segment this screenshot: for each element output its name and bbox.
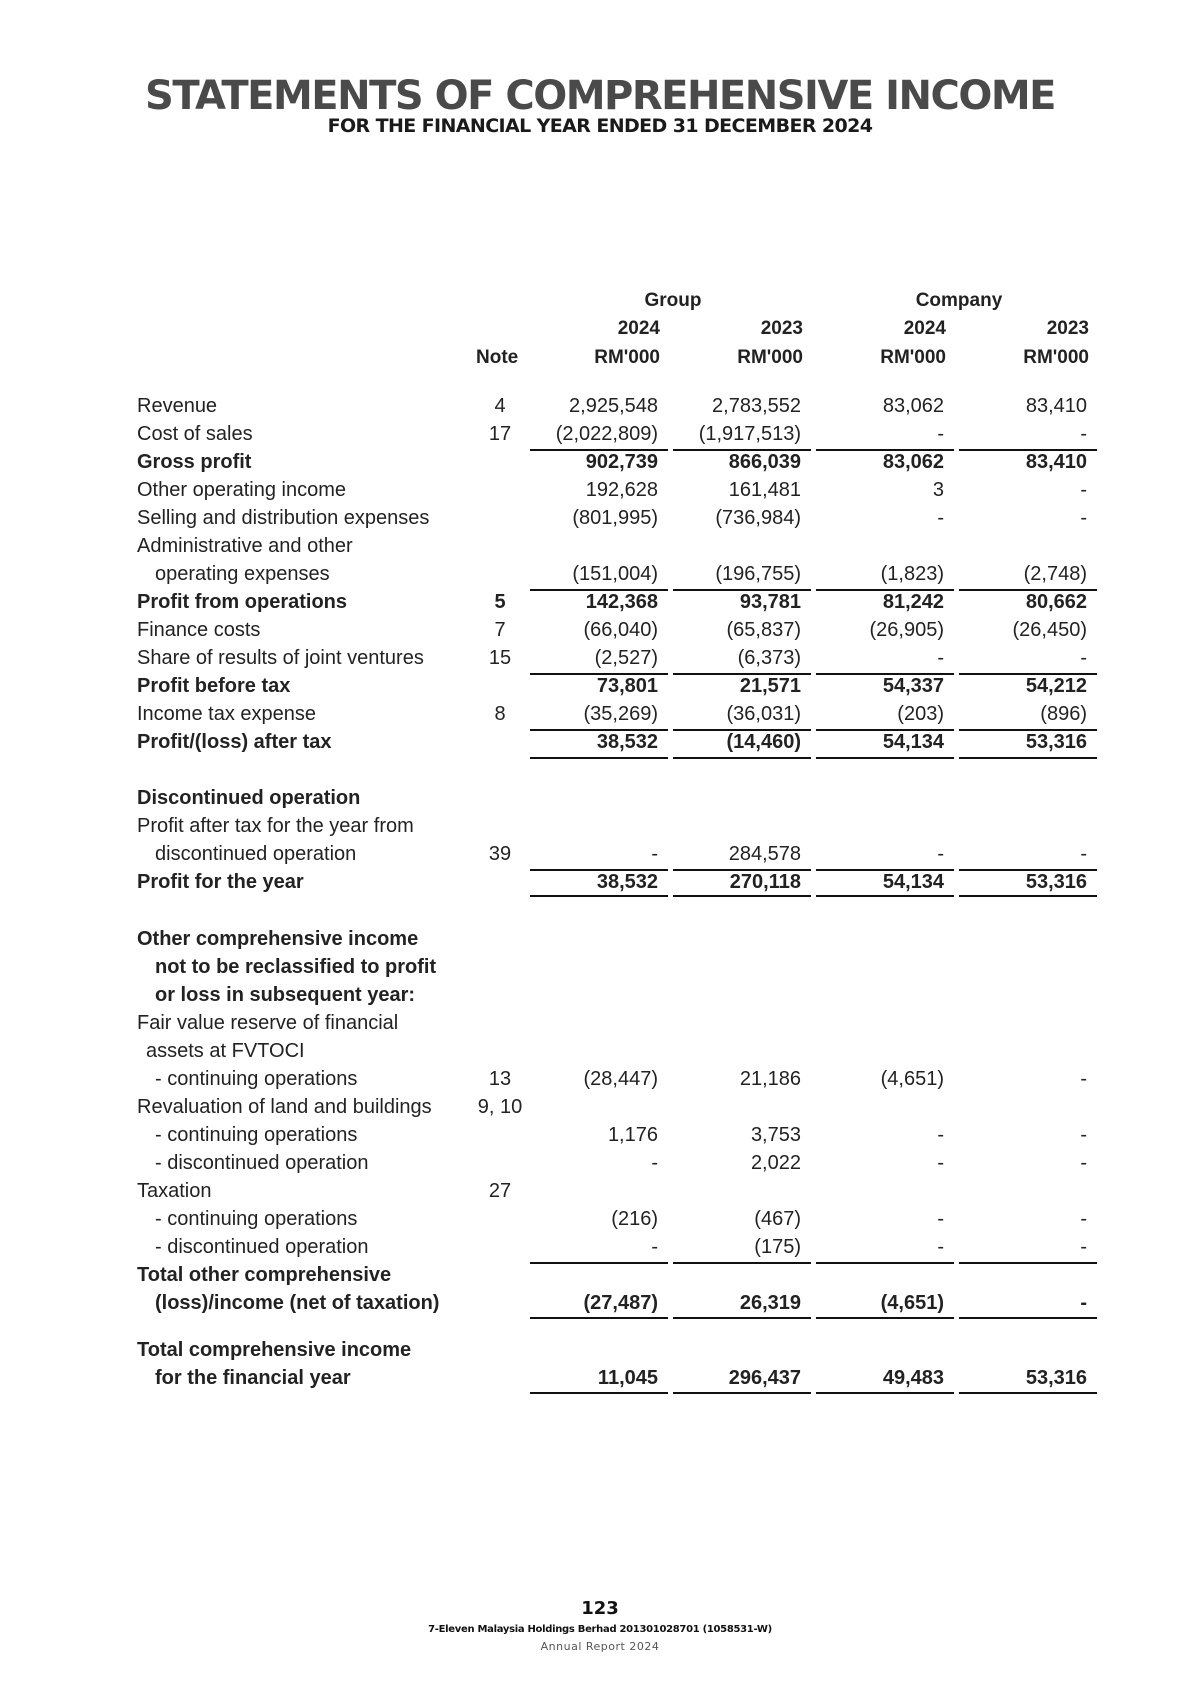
row-value: - — [651, 843, 658, 865]
underline-rule — [816, 895, 954, 897]
row-value: - — [937, 1236, 944, 1258]
row-value: 54,134 — [882, 871, 944, 893]
row-value: - — [937, 1208, 944, 1230]
row-label: Profit for the year — [137, 871, 304, 893]
row-value: - — [937, 1124, 944, 1146]
row-label: Gross profit — [137, 451, 252, 473]
row-value: - — [1080, 423, 1087, 445]
table-row — [0, 504, 1200, 532]
row-value: (203) — [897, 703, 944, 725]
row-note: 7 — [494, 619, 506, 641]
row-value: 83,410 — [1025, 395, 1087, 417]
row-value: 83,062 — [882, 451, 944, 473]
underline-rule — [959, 869, 1097, 871]
table-row — [0, 1149, 1200, 1177]
row-label: Discontinued operation — [137, 787, 361, 809]
row-value: 2,022 — [750, 1152, 801, 1174]
note-header: Note — [476, 347, 519, 368]
row-label: for the financial year — [155, 1367, 351, 1389]
underline-rule — [816, 729, 954, 731]
row-value: 38,532 — [596, 871, 658, 893]
row-value: - — [937, 647, 944, 669]
underline-rule — [530, 589, 668, 591]
underline-rule — [816, 589, 954, 591]
underline-rule — [959, 589, 1097, 591]
row-note: 4 — [494, 395, 506, 417]
row-label: (loss)/income (net of taxation) — [155, 1292, 440, 1314]
underline-rule — [816, 1317, 954, 1319]
table-row — [0, 840, 1200, 868]
unit-header: RM'000 — [737, 347, 803, 368]
table-row — [0, 448, 1200, 476]
row-value: (736,984) — [715, 507, 801, 529]
row-value: (65,837) — [726, 619, 801, 641]
row-value: - — [937, 507, 944, 529]
row-value: (2,022,809) — [555, 423, 658, 445]
table-row — [0, 981, 1200, 1009]
table-row — [0, 392, 1200, 420]
row-value: (66,040) — [583, 619, 658, 641]
underline-rule — [673, 869, 811, 871]
underline-rule — [673, 449, 811, 451]
row-value: (28,447) — [583, 1068, 658, 1090]
table-row — [0, 1009, 1200, 1037]
row-label: Revaluation of land and buildings — [137, 1096, 432, 1118]
row-value: (36,031) — [726, 703, 801, 725]
row-value: (196,755) — [715, 563, 801, 585]
row-value: 53,316 — [1025, 731, 1087, 753]
underline-rule — [673, 1317, 811, 1319]
row-label: - continuing operations — [155, 1124, 358, 1146]
underline-rule — [530, 729, 668, 731]
underline-rule — [530, 673, 668, 675]
row-value: 1,176 — [607, 1124, 658, 1146]
row-label: Fair value reserve of financial — [137, 1012, 399, 1034]
table-row — [0, 1205, 1200, 1233]
row-note: 9, 10 — [477, 1096, 523, 1118]
row-value: - — [937, 423, 944, 445]
row-label: Share of results of joint ventures — [137, 647, 424, 669]
row-value: 142,368 — [585, 591, 658, 613]
row-value: 93,781 — [739, 591, 801, 613]
year-header: 2024 — [617, 318, 660, 339]
row-label: - discontinued operation — [155, 1236, 369, 1258]
underline-rule — [673, 757, 811, 759]
table-row — [0, 728, 1200, 756]
row-label: Finance costs — [137, 619, 261, 641]
row-value: 11,045 — [597, 1367, 658, 1389]
row-value: (26,450) — [1012, 619, 1087, 641]
row-value: (1,823) — [880, 563, 944, 585]
unit-header: RM'000 — [1023, 347, 1089, 368]
page-subtitle: FOR THE FINANCIAL YEAR ENDED 31 DECEMBER 2024 — [327, 115, 873, 137]
row-value: 53,316 — [1025, 871, 1087, 893]
row-value: (2,748) — [1023, 563, 1087, 585]
underline-rule — [530, 869, 668, 871]
row-label: Revenue — [137, 395, 218, 417]
underline-rule — [959, 729, 1097, 731]
row-value: - — [1080, 1068, 1087, 1090]
row-note: 5 — [494, 591, 506, 613]
row-note: 15 — [488, 647, 512, 669]
row-value: 192,628 — [585, 479, 658, 501]
row-label: - continuing operations — [155, 1208, 358, 1230]
row-value: - — [1080, 507, 1087, 529]
table-row — [0, 1364, 1200, 1392]
row-value: - — [1080, 1236, 1087, 1258]
row-value: (801,995) — [572, 507, 658, 529]
row-value: - — [1080, 479, 1087, 501]
table-row — [0, 1177, 1200, 1205]
row-value: (216) — [611, 1208, 658, 1230]
year-header: 2023 — [760, 318, 803, 339]
row-value: (1,917,513) — [698, 423, 801, 445]
underline-rule — [673, 1262, 811, 1264]
row-value: 38,532 — [596, 731, 658, 753]
underline-rule — [530, 757, 668, 759]
table-row — [0, 868, 1200, 896]
underline-rule — [816, 449, 954, 451]
underline-rule — [816, 1392, 954, 1394]
row-note: 27 — [488, 1180, 512, 1202]
table-row — [0, 588, 1200, 616]
row-value: 81,242 — [882, 591, 944, 613]
table-row — [0, 420, 1200, 448]
row-value: - — [1080, 647, 1087, 669]
underline-rule — [816, 1262, 954, 1264]
row-label: or loss in subsequent year: — [155, 984, 416, 1006]
row-value: - — [1080, 1152, 1087, 1174]
year-header: 2024 — [903, 318, 946, 339]
table-row — [0, 532, 1200, 560]
row-value: - — [651, 1236, 658, 1258]
row-label: Profit before tax — [137, 675, 291, 697]
underline-rule — [959, 673, 1097, 675]
underline-rule — [959, 449, 1097, 451]
table-row — [0, 644, 1200, 672]
company-header: Company — [915, 290, 1003, 311]
table-row — [0, 1121, 1200, 1149]
underline-rule — [673, 673, 811, 675]
row-value: 161,481 — [728, 479, 801, 501]
underline-rule — [959, 1317, 1097, 1319]
row-value: (26,905) — [869, 619, 944, 641]
table-row — [0, 1037, 1200, 1065]
row-value: 866,039 — [728, 451, 801, 473]
row-note: 8 — [494, 703, 506, 725]
row-value: - — [1080, 843, 1087, 865]
row-value: 54,212 — [1025, 675, 1087, 697]
table-row — [0, 925, 1200, 953]
row-value: 21,571 — [739, 675, 801, 697]
footer-company: 7-Eleven Malaysia Holdings Berhad 201301028701 (1058531-W) — [428, 1624, 772, 1635]
row-value: 3 — [932, 479, 944, 501]
group-header: Group — [644, 290, 702, 311]
table-row — [0, 812, 1200, 840]
underline-rule — [673, 729, 811, 731]
row-value: (35,269) — [583, 703, 658, 725]
row-value: (175) — [754, 1236, 801, 1258]
row-label: - continuing operations — [155, 1068, 358, 1090]
row-value: (151,004) — [572, 563, 658, 585]
underline-rule — [673, 589, 811, 591]
table-row — [0, 953, 1200, 981]
table-row — [0, 700, 1200, 728]
row-value: - — [651, 1152, 658, 1174]
table-row — [0, 616, 1200, 644]
row-value: 284,578 — [728, 843, 801, 865]
row-value: - — [937, 1152, 944, 1174]
row-value: (4,651) — [880, 1068, 944, 1090]
row-label: Other comprehensive income — [137, 928, 419, 950]
underline-rule — [959, 757, 1097, 759]
row-label: Cost of sales — [137, 423, 253, 445]
row-value: 54,134 — [882, 731, 944, 753]
row-label: Other operating income — [137, 479, 347, 501]
row-value: (467) — [754, 1208, 801, 1230]
table-row — [0, 672, 1200, 700]
underline-rule — [673, 895, 811, 897]
footer-report: Annual Report 2024 — [540, 1640, 660, 1653]
row-value: 3,753 — [750, 1124, 801, 1146]
underline-rule — [530, 1392, 668, 1394]
row-value: 21,186 — [739, 1068, 801, 1090]
row-label: discontinued operation — [155, 843, 357, 865]
row-value: (6,373) — [737, 647, 801, 669]
row-value: 54,337 — [882, 675, 944, 697]
underline-rule — [673, 1392, 811, 1394]
underline-rule — [530, 1262, 668, 1264]
underline-rule — [530, 1317, 668, 1319]
row-value: - — [1080, 1292, 1087, 1314]
row-value: 49,483 — [882, 1367, 944, 1389]
row-value: 2,783,552 — [712, 395, 801, 417]
row-value: 80,662 — [1025, 591, 1087, 613]
row-label: not to be reclassified to profit — [155, 956, 437, 978]
table-row — [0, 1336, 1200, 1364]
row-label: - discontinued operation — [155, 1152, 369, 1174]
row-value: - — [1080, 1208, 1087, 1230]
row-label: Income tax expense — [137, 703, 316, 725]
underline-rule — [530, 449, 668, 451]
row-label: Total comprehensive income — [137, 1339, 412, 1361]
row-note: 17 — [488, 423, 512, 445]
row-value: 2,925,548 — [569, 395, 658, 417]
underline-rule — [816, 673, 954, 675]
row-value: (2,527) — [594, 647, 658, 669]
row-label: Profit/(loss) after tax — [137, 731, 332, 753]
unit-header: RM'000 — [594, 347, 660, 368]
row-label: assets at FVTOCI — [146, 1040, 305, 1062]
table-row — [0, 1065, 1200, 1093]
row-value: 73,801 — [596, 675, 658, 697]
row-note: 39 — [488, 843, 512, 865]
table-row — [0, 476, 1200, 504]
underline-rule — [816, 757, 954, 759]
row-label: Administrative and other — [137, 535, 353, 557]
row-value: 902,739 — [585, 451, 658, 473]
row-value: (4,651) — [880, 1292, 944, 1314]
row-value: 53,316 — [1025, 1367, 1087, 1389]
table-row — [0, 560, 1200, 588]
table-row — [0, 784, 1200, 812]
row-value: - — [937, 843, 944, 865]
row-value: - — [1080, 1124, 1087, 1146]
underline-rule — [959, 1392, 1097, 1394]
table-row — [0, 1261, 1200, 1289]
unit-header: RM'000 — [880, 347, 946, 368]
row-note: 13 — [488, 1068, 512, 1090]
row-label: Selling and distribution expenses — [137, 507, 430, 529]
underline-rule — [959, 1262, 1097, 1264]
page-number: 123 — [581, 1598, 619, 1619]
row-value: 83,062 — [882, 395, 944, 417]
row-label: Profit after tax for the year from — [137, 815, 414, 837]
page-title: STATEMENTS OF COMPREHENSIVE INCOME — [145, 73, 1055, 119]
row-value: (27,487) — [583, 1292, 658, 1314]
row-label: Taxation — [137, 1180, 212, 1202]
underline-rule — [959, 895, 1097, 897]
row-value: 296,437 — [728, 1367, 801, 1389]
underline-rule — [530, 895, 668, 897]
underline-rule — [816, 869, 954, 871]
row-value: (14,460) — [726, 731, 801, 753]
row-label: Total other comprehensive — [137, 1264, 392, 1286]
year-header: 2023 — [1046, 318, 1089, 339]
row-value: 270,118 — [729, 871, 801, 893]
table-row — [0, 1093, 1200, 1121]
row-value: (896) — [1040, 703, 1087, 725]
table-row — [0, 1233, 1200, 1261]
table-row — [0, 1289, 1200, 1317]
row-value: 26,319 — [739, 1292, 801, 1314]
row-label: Profit from operations — [137, 591, 348, 613]
row-value: 83,410 — [1025, 451, 1087, 473]
row-label: operating expenses — [155, 563, 330, 585]
